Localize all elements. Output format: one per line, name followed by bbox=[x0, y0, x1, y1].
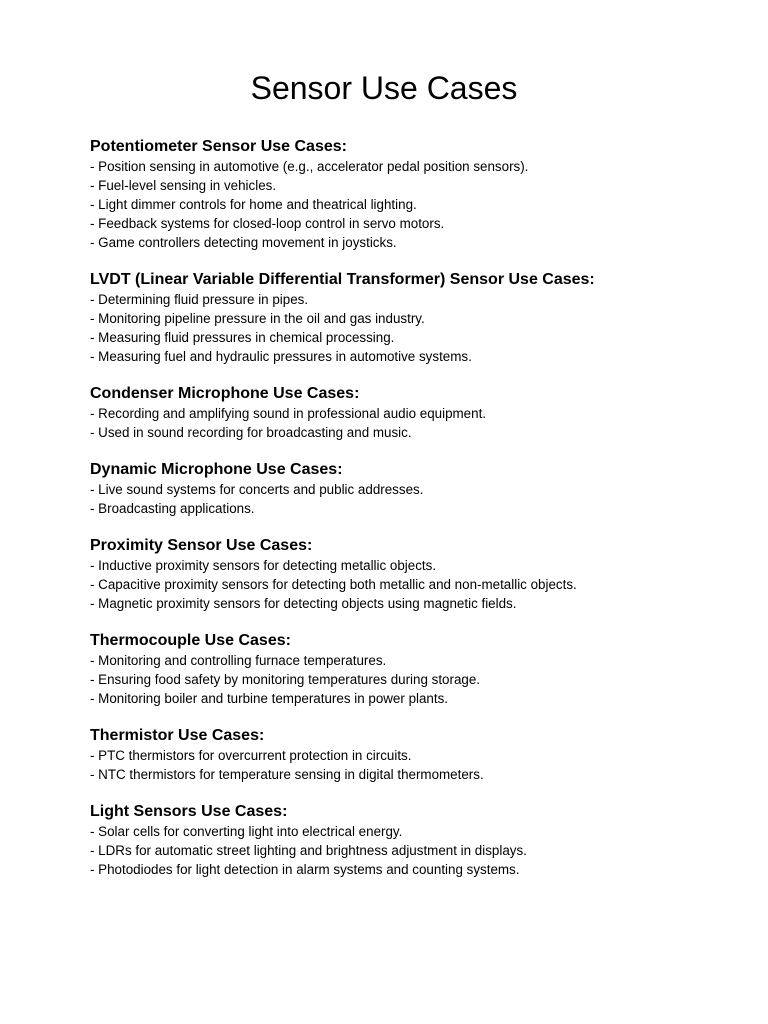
list-item: - Magnetic proximity sensors for detecting objects using magnetic fields. bbox=[90, 596, 517, 611]
section-heading: Condenser Microphone Use Cases: bbox=[90, 385, 360, 402]
sections-container bbox=[90, 136, 730, 896]
section-list bbox=[90, 822, 730, 879]
section-list bbox=[90, 480, 730, 518]
section-list bbox=[90, 556, 730, 613]
section bbox=[90, 801, 730, 879]
section-heading: Dynamic Microphone Use Cases: bbox=[90, 461, 343, 478]
list-item: - PTC thermistors for overcurrent protection in circuits. bbox=[90, 748, 412, 763]
list-item: - Measuring fluid pressures in chemical processing. bbox=[90, 330, 395, 345]
section-list bbox=[90, 746, 730, 784]
section-list bbox=[90, 404, 730, 442]
list-item: - Position sensing in automotive (e.g., accelerator pedal position sensors). bbox=[90, 159, 529, 174]
list-item: - Measuring fuel and hydraulic pressures in automotive systems. bbox=[90, 349, 472, 364]
list-item: - Recording and amplifying sound in professional audio equipment. bbox=[90, 406, 487, 421]
document-title: Sensor Use Cases bbox=[250, 70, 518, 106]
section bbox=[90, 535, 730, 613]
section-heading: Potentiometer Sensor Use Cases: bbox=[90, 138, 347, 155]
list-item: - Determining fluid pressure in pipes. bbox=[90, 292, 309, 307]
section-list bbox=[90, 157, 730, 252]
section-list bbox=[90, 290, 730, 366]
list-item: - Photodiodes for light detection in alarm systems and counting systems. bbox=[90, 862, 520, 877]
section bbox=[90, 459, 730, 518]
section bbox=[90, 630, 730, 708]
list-item: - Monitoring pipeline pressure in the oil and gas industry. bbox=[90, 311, 425, 326]
section-heading: Light Sensors Use Cases: bbox=[90, 803, 288, 820]
list-item: - Inductive proximity sensors for detecting metallic objects. bbox=[90, 558, 437, 573]
list-item: - Solar cells for converting light into electrical energy. bbox=[90, 824, 403, 839]
list-item: - Fuel-level sensing in vehicles. bbox=[90, 178, 277, 193]
section bbox=[90, 725, 730, 784]
list-item: - Ensuring food safety by monitoring temperatures during storage. bbox=[90, 672, 481, 687]
list-item: - Light dimmer controls for home and theatrical lighting. bbox=[90, 197, 417, 212]
list-item: - NTC thermistors for temperature sensing in digital thermometers. bbox=[90, 767, 484, 782]
section-heading: Thermistor Use Cases: bbox=[90, 727, 265, 744]
list-item: - Game controllers detecting movement in joysticks. bbox=[90, 235, 397, 250]
list-item: - Monitoring and controlling furnace temperatures. bbox=[90, 653, 387, 668]
section bbox=[90, 269, 730, 366]
list-item: - LDRs for automatic street lighting and brightness adjustment in displays. bbox=[90, 843, 527, 858]
section-heading: Thermocouple Use Cases: bbox=[90, 632, 291, 649]
list-item: - Broadcasting applications. bbox=[90, 501, 255, 516]
list-item: - Feedback systems for closed-loop control in servo motors. bbox=[90, 216, 445, 231]
section bbox=[90, 136, 730, 252]
section-heading: Proximity Sensor Use Cases: bbox=[90, 537, 313, 554]
section-heading: LVDT (Linear Variable Differential Transformer) Sensor Use Cases: bbox=[90, 271, 595, 288]
list-item: - Used in sound recording for broadcasting and music. bbox=[90, 425, 412, 440]
list-item: - Live sound systems for concerts and public addresses. bbox=[90, 482, 424, 497]
section bbox=[90, 383, 730, 442]
list-item: - Monitoring boiler and turbine temperatures in power plants. bbox=[90, 691, 449, 706]
list-item: - Capacitive proximity sensors for detecting both metallic and non-metallic objects. bbox=[90, 577, 577, 592]
section-list bbox=[90, 651, 730, 708]
